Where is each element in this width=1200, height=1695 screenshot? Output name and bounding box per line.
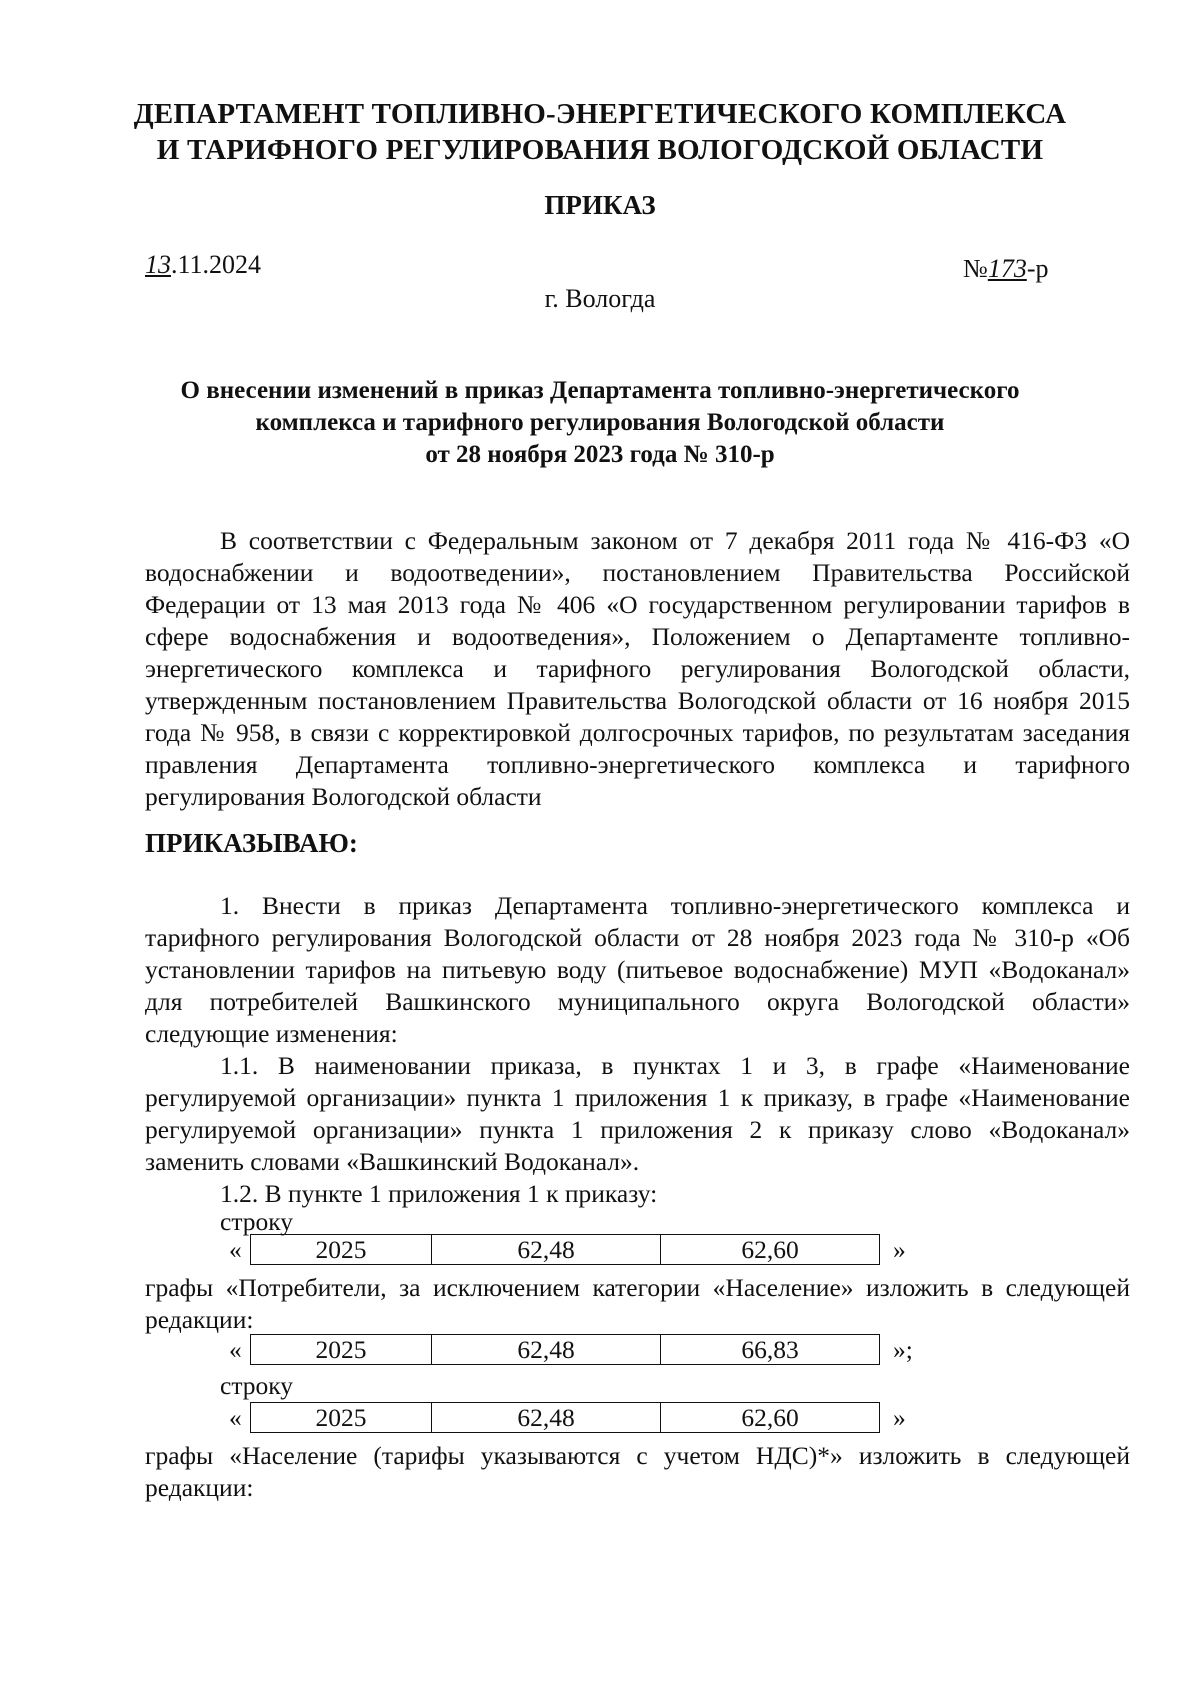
- order-number-prefix: №: [963, 254, 988, 283]
- row-b-quote-close: »;: [893, 1335, 913, 1364]
- row-a-value-2: 62,60: [661, 1235, 880, 1265]
- subject-line-2: комплекса и тарифного регулирования Вологодской области: [255, 409, 945, 436]
- item-1-1-text: 1.1. В наименовании приказа, в пунктах 1 и 3, в графе «Наименование регулируемой организации» пункта 1 приложения 1 к приказу, в графе «Наименование регулируемой организации» пункта 1 приложения 2 к приказу слово «Водоканал» заменить словами «Вашкинский Водоканал».: [145, 1051, 1130, 1176]
- row-c-value-1: 62,48: [432, 1403, 661, 1433]
- doc-type-title: ПРИКАЗ: [544, 190, 656, 220]
- item-1-1-paragraph: [145, 1050, 1130, 1178]
- order-city: г. Вологда: [544, 284, 656, 313]
- tariff-row-a: [0, 1234, 1200, 1265]
- graph-consumers-paragraph: графы «Потребители, за исключением категории «Население» изложить в следующей редакции:: [145, 1273, 1130, 1334]
- header-line-2: И ТАРИФНОГО РЕГУЛИРОВАНИЯ ВОЛОГОДСКОЙ ОБЛАСТИ: [156, 134, 1044, 166]
- preamble-text: В соответствии с Федеральным законом от 7 декабря 2011 года № 416-ФЗ «О водоснабжении и водоотведении», постановлением Правительства Российской Федерации от 13 мая 2013 года № 406 «О государственном регулировании тарифов в сфере водоснабжения и водоотведения», Положением о Департаменте топливно-энергетического комплекса и тарифного регулирования Вологодской области, утвержденным постановлением Правительства Вологодской области от 16 ноября 2015 года № 958, в связи с корректировкой долгосрочных тарифов, по результатам заседания правления Департамента топливно-энергетического комплекса и тарифного регулирования Вологодской области: [145, 526, 1130, 811]
- row-a-table: [250, 1234, 880, 1265]
- stroku-label-2: строку: [220, 1371, 294, 1400]
- order-number-suffix: -р: [1026, 254, 1049, 283]
- row-b-value-1: 62,48: [432, 1335, 661, 1365]
- item-1-2-text: 1.2. В пункте 1 приложения 1 к приказу:: [220, 1179, 658, 1208]
- subject-line-1: О внесении изменений в приказ Департамента топливно-энергетического: [180, 377, 1020, 404]
- graph-population-paragraph: графы «Население (тарифы указываются с учетом НДС)*» изложить в следующей редакции:: [145, 1441, 1130, 1502]
- header-line-1: ДЕПАРТАМЕНТ ТОПЛИВНО-ЭНЕРГЕТИЧЕСКОГО КОМПЛЕКСА: [133, 98, 1067, 130]
- stroku-label-1: строку: [220, 1207, 294, 1236]
- row-b-quote-open: «: [229, 1335, 242, 1364]
- order-number-value: 173: [987, 254, 1027, 283]
- row-b-year: 2025: [251, 1335, 432, 1365]
- row-b-table: [250, 1334, 880, 1365]
- row-a-year: 2025: [251, 1235, 432, 1265]
- preamble-paragraph: [145, 525, 1130, 813]
- tariff-row-b: [0, 1334, 1200, 1365]
- row-c-table: [250, 1402, 880, 1433]
- order-date-day: 13: [145, 250, 171, 279]
- order-number: [963, 254, 1048, 284]
- item-1-paragraph: [145, 890, 1130, 1050]
- row-c-quote-close: »: [893, 1403, 906, 1432]
- row-c-quote-open: «: [229, 1403, 242, 1432]
- row-a-quote-open: «: [229, 1235, 242, 1264]
- item-1-text: 1. Внести в приказ Департамента топливно-энергетического комплекса и тарифного регулирования Вологодской области от 28 ноября 2023 года № 310-р «Об установлении тарифов на питьевую воду (питьевое водоснабжение) МУП «Водоканал» для потребителей Вашкинского муниципального округа Вологодской области» следующие изменения:: [145, 891, 1130, 1048]
- order-subject: [0, 375, 1200, 471]
- row-c-value-2: 62,60: [661, 1403, 880, 1433]
- department-header: [0, 96, 1200, 168]
- row-b-value-2: 66,83: [661, 1335, 880, 1365]
- subject-line-3: от 28 ноября 2023 года № 310-р: [425, 441, 775, 468]
- tariff-row-c: [0, 1402, 1200, 1433]
- order-date-rest: .11.2024: [171, 250, 262, 279]
- order-date: [145, 250, 261, 280]
- row-c-year: 2025: [251, 1403, 432, 1433]
- row-a-quote-close: »: [893, 1235, 906, 1264]
- order-word: ПРИКАЗЫВАЮ:: [145, 828, 358, 858]
- row-a-value-1: 62,48: [432, 1235, 661, 1265]
